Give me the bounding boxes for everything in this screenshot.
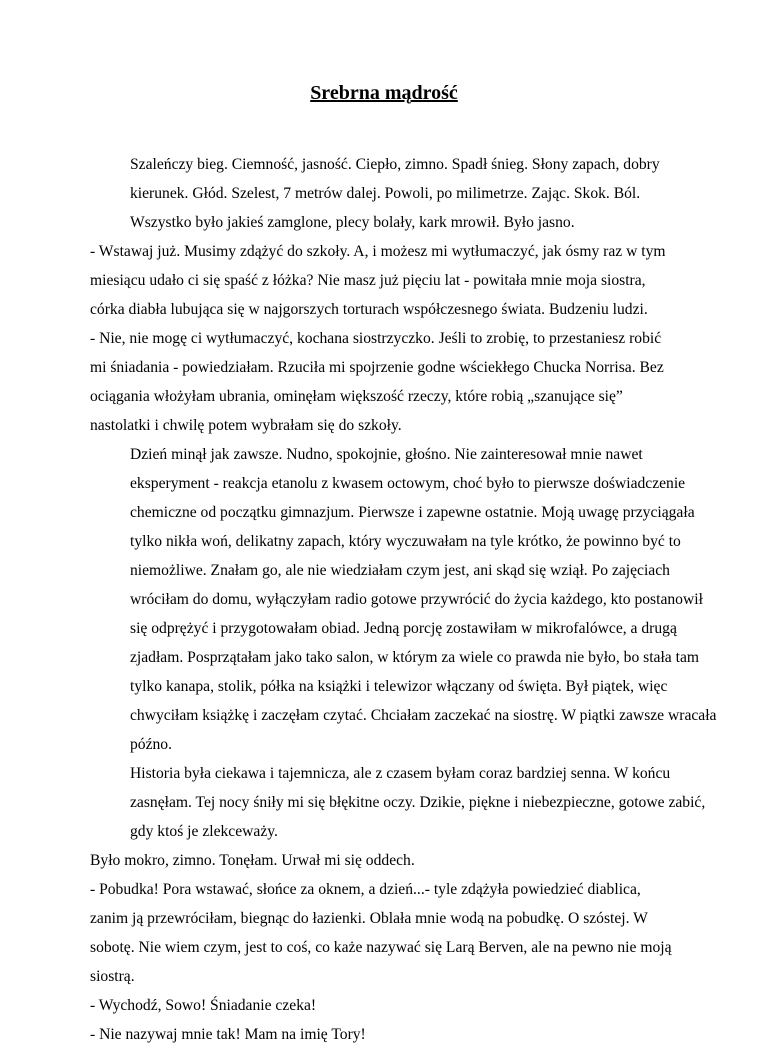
text-line: zanim ją przewróciłam, biegnąc do łazienki. Oblała mnie wodą na pobudkę. O szóstej. W [90, 910, 648, 927]
text-line: chemiczne od początku gimnazjum. Pierwsze i zapewne ostatnie. Moją uwagę przyciągała [130, 504, 695, 521]
text-line: Dzień minął jak zawsze. Nudno, spokojnie, głośno. Nie zainteresował mnie nawet [130, 446, 643, 463]
text-line: kierunek. Głód. Szelest, 7 metrów dalej. Powoli, po milimetrze. Zając. Skok. Ból. [130, 185, 641, 202]
text-line: Historia była ciekawa i tajemnicza, ale z czasem byłam coraz bardziej senna. W końcu [130, 765, 671, 782]
text-line: zjadłam. Posprzątałam jako tako salon, w którym za wiele co prawda nie było, bo stała tam [130, 649, 699, 666]
paragraph-3 [90, 324, 690, 440]
text-line: - Wstawaj już. Musimy zdążyć do szkoły. A, i możesz mi wytłumaczyć, jak ósmy raz w tym [90, 243, 666, 260]
text-line: późno. [130, 736, 173, 753]
text-line: niemożliwe. Znałam go, ale nie wiedziałam czym jest, ani skąd się wziął. Po zajęciach [130, 562, 670, 579]
document-title: Srebrna mądrość [310, 82, 458, 104]
document-body [90, 150, 717, 1049]
text-line: - Nie nazywaj mnie tak! Mam na imię Tory! [90, 1026, 366, 1043]
text-line: - Nie, nie mogę ci wytłumaczyć, kochana siostrzyczko. Jeśli to zrobię, to przestaniesz robić [90, 330, 662, 347]
text-line: gdy ktoś je zlekceważy. [130, 823, 278, 840]
text-line: zasnęłam. Tej nocy śniły mi się błękitne oczy. Dzikie, piękne i niebezpieczne, gotowe zabić, [130, 794, 706, 811]
text-line: Było mokro, zimno. Tonęłam. Urwał mi się oddech. [90, 852, 415, 869]
text-line: Szaleńczy bieg. Ciemność, jasność. Ciepło, zimno. Spadł śnieg. Słony zapach, dobry [130, 156, 660, 173]
text-line: miesiącu udało ci się spaść z łóżka? Nie masz już pięciu lat - powitała mnie moja siostra, [90, 272, 646, 289]
text-line: tylko nikła woń, delikatny zapach, który wyczuwałam na tyle krótko, że powinno być to [130, 533, 681, 550]
paragraph-7 [90, 875, 690, 991]
text-line: - Wychodź, Sowo! Śniadanie czeka! [90, 997, 317, 1014]
text-line: chwyciłam książkę i zaczęłam czytać. Chciałam zaczekać na siostrę. W piątki zawsze wracała [130, 707, 717, 724]
paragraph-1 [90, 150, 690, 237]
text-line: siostrą. [90, 968, 135, 985]
paragraph-4 [90, 440, 717, 759]
paragraph-5 [90, 759, 706, 846]
text-line: córka diabła lubująca się w najgorszych torturach współczesnego świata. Budzeniu ludzi. [90, 301, 648, 318]
text-line: - Pobudka! Pora wstawać, słońce za oknem, a dzień...- tyle zdążyła powiedzieć diablica, [90, 881, 641, 898]
text-line: Wszystko było jakieś zamglone, plecy bolały, kark mrowił. Było jasno. [130, 214, 575, 231]
text-line: wróciłam do domu, wyłączyłam radio gotowe przywrócić do życia każdego, kto postanowił [130, 591, 703, 608]
paragraph-9 [90, 1020, 690, 1049]
text-line: nastolatki i chwilę potem wybrałam się do szkoły. [90, 417, 402, 434]
paragraph-6 [90, 846, 690, 875]
text-line: sobotę. Nie wiem czym, jest to coś, co każe nazywać się Larą Berven, ale na pewno nie moją [90, 939, 672, 956]
text-line: się odprężyć i przygotowałam obiad. Jedną porcję zostawiłam w mikrofalówce, a drugą [130, 620, 677, 637]
text-line: ociągania włożyłam ubrania, ominęłam większość rzeczy, które robią „szanujące się” [90, 388, 623, 405]
text-line: tylko kanapa, stolik, półka na książki i telewizor włączany od święta. Był piątek, więc [130, 678, 668, 695]
text-line: mi śniadania - powiedziałam. Rzuciła mi spojrzenie godne wściekłego Chucka Norrisa. Bez [90, 359, 664, 376]
paragraph-8 [90, 991, 690, 1020]
paragraph-2 [90, 237, 690, 324]
text-line: eksperyment - reakcja etanolu z kwasem octowym, choć było to pierwsze doświadczenie [130, 475, 686, 492]
